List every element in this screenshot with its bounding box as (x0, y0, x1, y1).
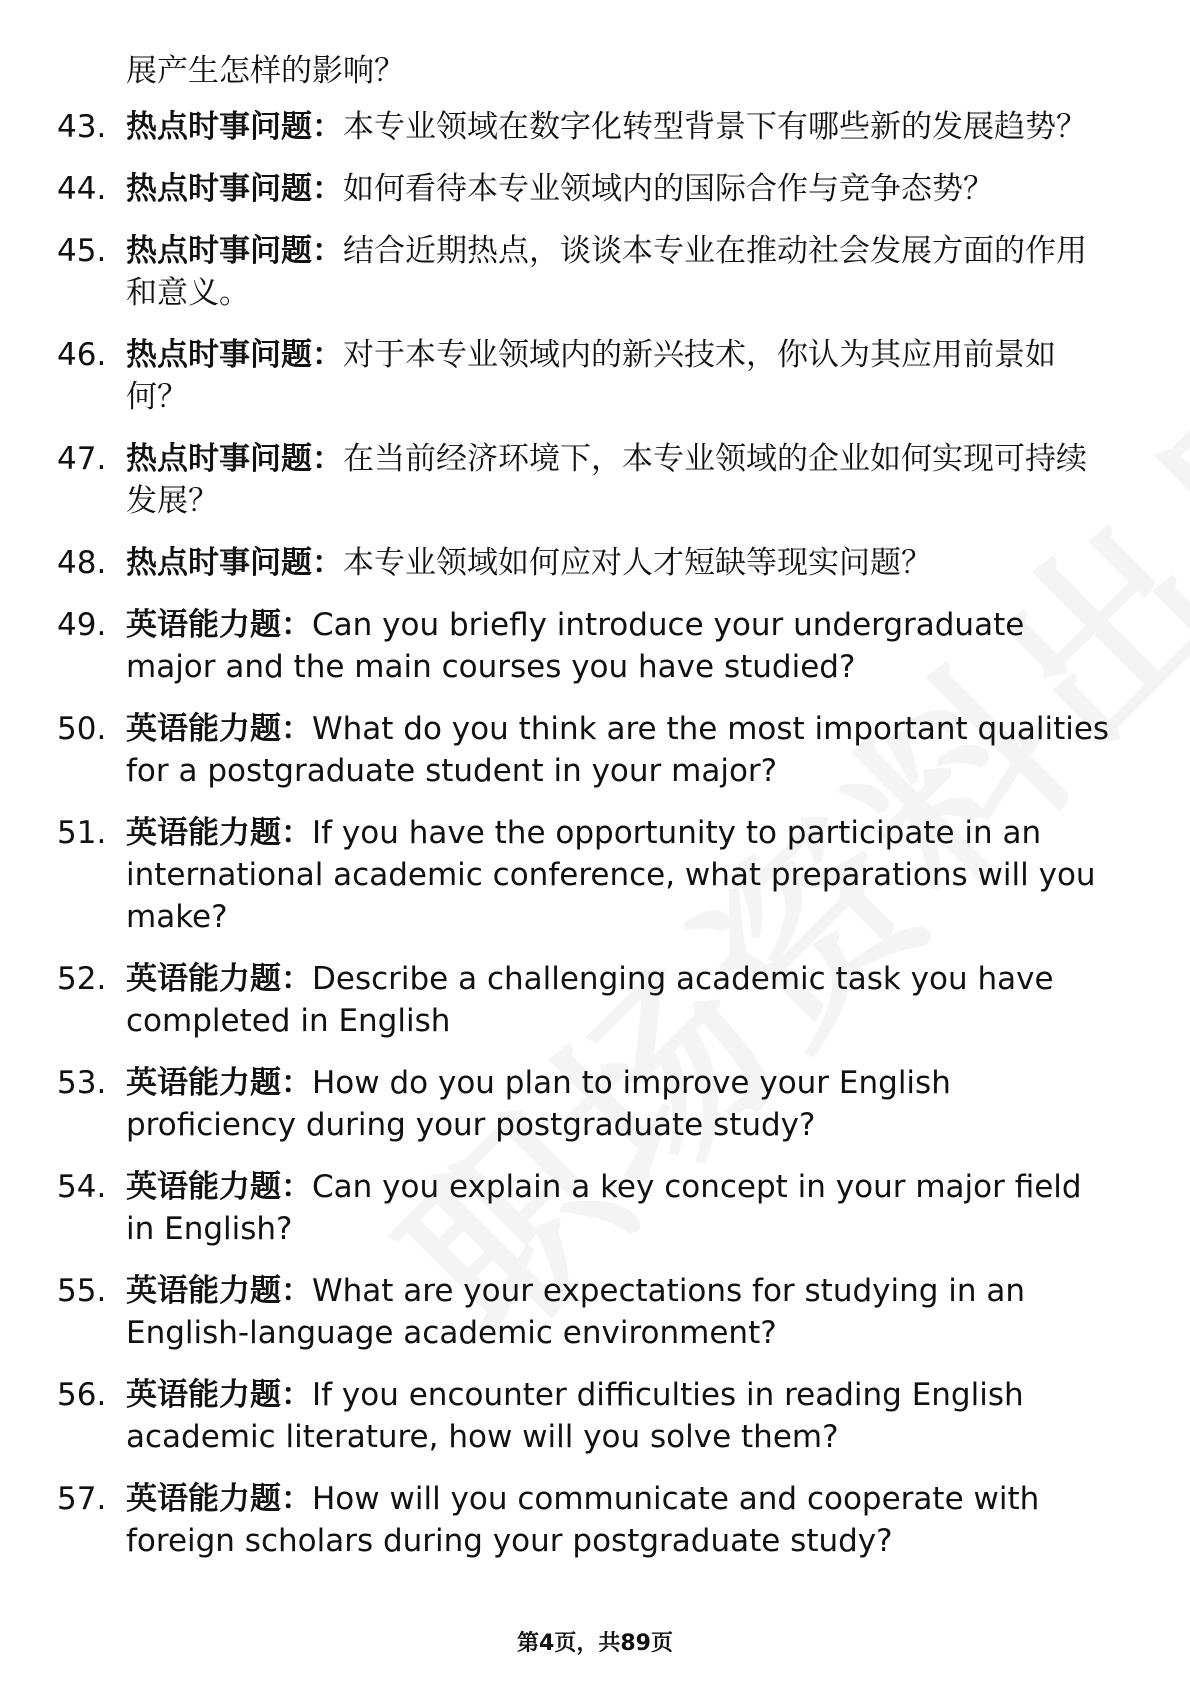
question-item (0, 168, 1116, 210)
question-item (0, 230, 1116, 314)
question-number: 53. (57, 1065, 107, 1101)
question-item (0, 958, 1116, 1042)
question-item (0, 812, 1116, 938)
question-category: 热点时事问题： (126, 545, 343, 581)
question-number: 43. (57, 109, 107, 145)
question-text: What are your expectations for studying in an English-language academic environment? (126, 1273, 1026, 1351)
question-number: 48. (57, 545, 107, 581)
question-item (0, 1374, 1116, 1458)
question-item (0, 708, 1116, 792)
question-item (0, 1478, 1116, 1562)
question-number: 47. (57, 441, 107, 477)
question-category: 英语能力题： (126, 1481, 312, 1517)
question-number: 49. (57, 607, 107, 643)
question-category: 英语能力题： (126, 607, 312, 643)
document-body (0, 50, 1190, 1582)
question-text: If you have the opportunity to participate in an international academic conference, what preparations will you make? (126, 815, 1096, 935)
question-number: 51. (57, 815, 107, 851)
question-category: 热点时事问题： (126, 441, 343, 477)
question-number: 55. (57, 1273, 107, 1309)
question-text: How will you communicate and cooperate with foreign scholars during your postgraduate study? (126, 1481, 1040, 1559)
question-category: 英语能力题： (126, 711, 312, 747)
question-text: 如何看待本专业领域内的国际合作与竞争态势？ (343, 171, 994, 207)
question-number: 46. (57, 337, 107, 373)
question-category: 英语能力题： (126, 1065, 312, 1101)
question-text: How do you plan to improve your English proficiency during your postgraduate study? (126, 1065, 951, 1143)
question-text: 对于本专业领域内的新兴技术，你认为其应用前景如何？ (126, 337, 1056, 415)
question-item (0, 334, 1116, 418)
question-text: What do you think are the most important qualities for a postgraduate student in your major? (126, 711, 1110, 789)
question-category: 英语能力题： (126, 1169, 312, 1205)
question-text: Describe a challenging academic task you have completed in English (126, 961, 1054, 1039)
question-item (0, 106, 1116, 148)
question-text: 在当前经济环境下，本专业领域的企业如何实现可持续发展？ (126, 441, 1087, 519)
question-item (0, 542, 1116, 584)
page-footer: 第4页，共89页 (517, 1631, 673, 1656)
question-category: 热点时事问题： (126, 109, 343, 145)
question-item (0, 1166, 1116, 1250)
question-text: 本专业领域如何应对人才短缺等现实问题？ (343, 545, 932, 581)
question-number: 57. (57, 1481, 107, 1517)
question-number: 54. (57, 1169, 107, 1205)
question-number: 44. (57, 171, 107, 207)
question-category: 热点时事问题： (126, 233, 343, 269)
question-item (0, 1270, 1116, 1354)
continuation-text: 展产生怎样的影响？ (126, 53, 405, 89)
question-category: 热点时事问题： (126, 171, 343, 207)
question-item (0, 438, 1116, 522)
question-category: 英语能力题： (126, 1377, 312, 1413)
question-text: 结合近期热点，谈谈本专业在推动社会发展方面的作用和意义。 (126, 233, 1087, 311)
question-category: 英语能力题： (126, 1273, 312, 1309)
question-number: 52. (57, 961, 107, 997)
question-item (0, 1062, 1116, 1146)
question-text: Can you explain a key concept in your major field in English? (126, 1169, 1082, 1247)
question-category: 热点时事问题： (126, 337, 343, 373)
question-text: 本专业领域在数字化转型背景下有哪些新的发展趋势？ (343, 109, 1087, 145)
question-category: 英语能力题： (126, 961, 312, 997)
question-item (0, 604, 1116, 688)
question-text: If you encounter difficulties in reading English academic literature, how will you solve them? (126, 1377, 1024, 1455)
question-number: 50. (57, 711, 107, 747)
question-number: 45. (57, 233, 107, 269)
question-list (0, 106, 1190, 1562)
question-text: Can you briefly introduce your undergraduate major and the main courses you have studied? (126, 607, 1025, 685)
question-number: 56. (57, 1377, 107, 1413)
question-category: 英语能力题： (126, 815, 312, 851)
